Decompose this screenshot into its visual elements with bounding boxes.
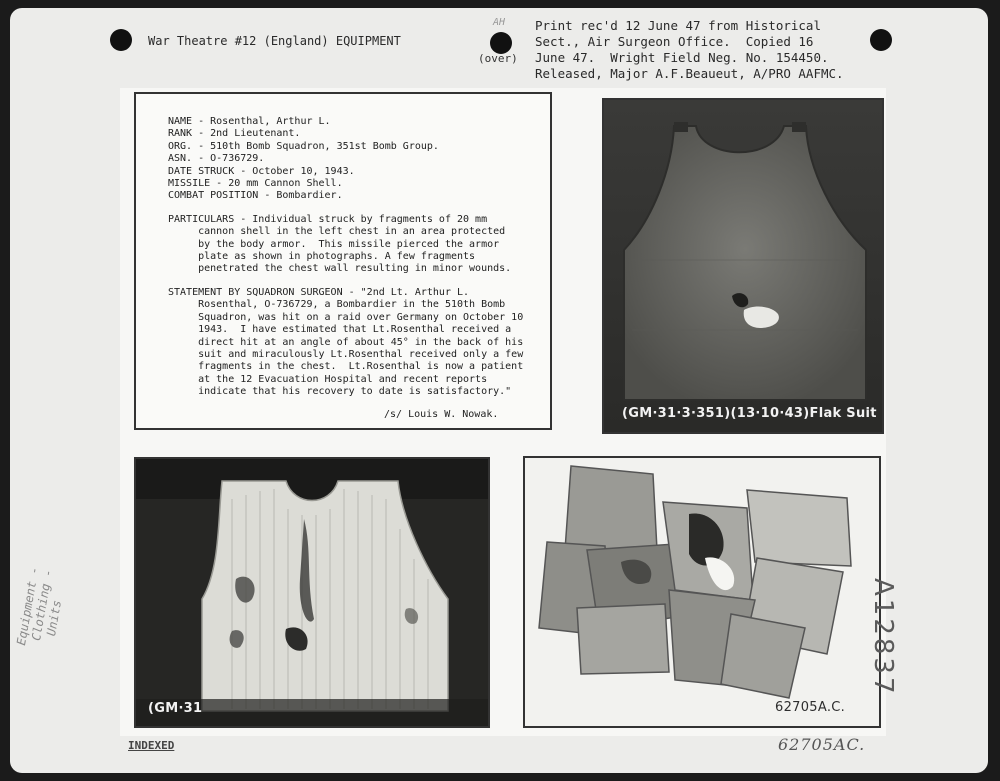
statement-line: suit and miraculously Lt.Rosenthal received only a few: [168, 348, 524, 360]
flak-suit-image: [604, 100, 882, 432]
record-asn: ASN. - O-736729.: [168, 153, 265, 165]
negative-number: 62705AC.: [778, 735, 866, 754]
flak-suit-caption: (GM·31·3·351)(13·10·43)Flak Suit: [622, 406, 877, 421]
statement-line: direct hit at an angle of about 45° in the back of his: [168, 336, 524, 348]
mounted-sheet: [120, 88, 886, 736]
punch-hole-center: [490, 32, 512, 54]
record-date: DATE STRUCK - October 10, 1943.: [168, 165, 355, 177]
flak-suit-photo: [602, 98, 884, 434]
receipt-note: Print rec'd 12 June 47 from Historical Sect., Air Surgeon Office. Copied 16 June 47. Wright Field Neg. No. 154450. Released, Major A.F.Beaueut, A/PRO AAFMC.: [535, 18, 844, 81]
statement-line: Squadron, was hit on a raid over Germany on October 10: [168, 311, 524, 323]
particulars-line: penetrated the chest wall resulting in minor wounds.: [168, 263, 512, 275]
armor-plates-image: [525, 458, 879, 726]
statement-line: at the 12 Evacuation Hospital and recent reports: [168, 373, 488, 385]
particulars-line: plate as shown in photographs. A few fragments: [168, 251, 476, 263]
statement-line: fragments in the chest. Lt.Rosenthal is now a patient: [168, 361, 524, 373]
photo-record-card: [10, 8, 988, 773]
punch-hole-right: [870, 29, 892, 51]
record-org: ORG. - 510th Bomb Squadron, 351st Bomb Group.: [168, 140, 439, 152]
ah-mark: AH: [493, 17, 506, 28]
indexed-stamp: INDEXED: [128, 739, 175, 752]
statement-line: indicate that his recovery to date is satisfactory.": [168, 386, 512, 398]
plates-caption: 62705A.C.: [775, 700, 846, 715]
statement-line: 1943. I have estimated that Lt.Rosenthal received a: [168, 324, 512, 336]
particulars-line: cannon shell in the left chest in an area protected: [168, 226, 506, 238]
archive-code: A12837: [868, 578, 898, 697]
vest-inside-photo: [134, 457, 490, 728]
record-rank: RANK - 2nd Lieutenant.: [168, 128, 301, 140]
over-note: (over): [478, 52, 518, 65]
armor-plates-photo: [523, 456, 881, 728]
punch-hole-left: [110, 29, 132, 51]
statement-line: STATEMENT BY SQUADRON SURGEON - "2nd Lt. Arthur L.: [168, 286, 470, 298]
record-name: NAME - Rosenthal, Arthur L.: [168, 116, 331, 127]
vest-inside-image: [136, 459, 488, 726]
particulars-line: by the body armor. This missile pierced the armor: [168, 238, 500, 250]
signature: /s/ Louis W. Nowak.: [384, 408, 499, 420]
record-position: COMBAT POSITION - Bombardier.: [168, 190, 343, 202]
particulars-line: PARTICULARS - Individual struck by fragments of 20 mm: [168, 213, 488, 225]
record-missile: MISSILE - 20 mm Cannon Shell.: [168, 178, 343, 190]
theatre-heading: War Theatre #12 (England) EQUIPMENT: [148, 34, 401, 48]
casualty-record-panel: [134, 92, 552, 430]
vest-inside-caption: (GM·31: [148, 701, 203, 716]
statement-line: Rosenthal, O-736729, a Bombardier in the 510th Bomb: [168, 299, 506, 311]
handwritten-category-note: Equipment - Clothing - Units: [14, 565, 65, 652]
